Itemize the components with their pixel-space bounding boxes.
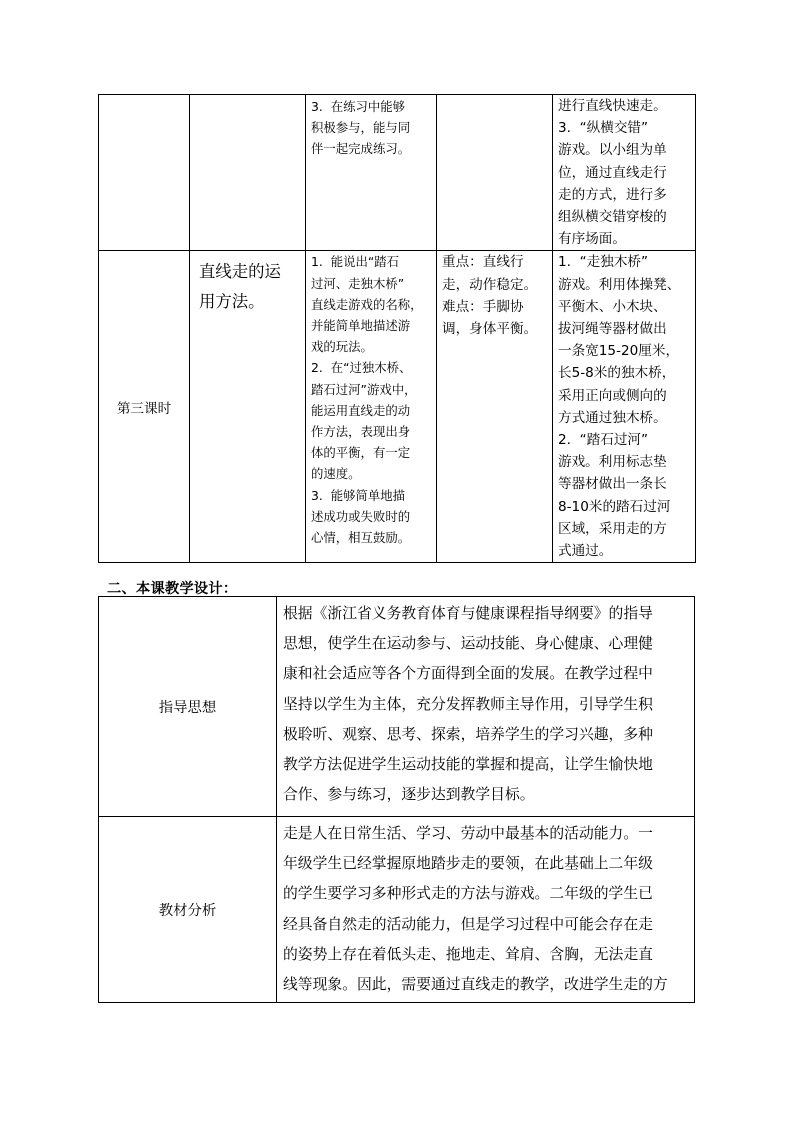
text-line: 重点：直线行 [442, 254, 524, 271]
text-line: 进行直线快速走。 [558, 98, 667, 114]
text-line: 8-10米的踏石过河 [558, 498, 671, 515]
text-line: 教学方法促进学生运动技能的掌握和提高，让学生愉快地 [283, 756, 653, 774]
text-line: 式通过。 [558, 543, 613, 560]
content-cell-empty [190, 95, 306, 251]
text-line: 的姿势上存在着低头走、拖地走、耸肩、含胸，无法走直 [283, 945, 653, 963]
text-line: 戏的玩法。 [311, 339, 373, 355]
text-line: 区域，采用走的方 [558, 520, 667, 537]
text-line: 一条宽15-20厘米， [558, 343, 680, 360]
text-line: 根据《浙江省义务教育体育与健康课程指导纲要》的指导 [283, 605, 653, 622]
text-line: 直线走的运 [199, 262, 281, 282]
lesson-label: 第三课时 [99, 251, 190, 563]
text-line: 等器材做出一条长 [558, 476, 667, 493]
text-line: 走是人在日常生活、学习、劳动中最基本的活动能力。一 [283, 825, 653, 842]
text-line: 采用正向或侧向的 [558, 387, 667, 404]
text-line: 线等现象。因此，需要通过直线走的教学，改进学生走的方 [283, 976, 668, 994]
text-line: 3. 在练习中能够 [311, 99, 406, 114]
row-label: 指导思想 [99, 597, 277, 817]
text-line: 并能简单地描述游 [311, 318, 411, 334]
content-cell [190, 251, 306, 563]
lesson-cell-empty [99, 95, 190, 251]
text-line: 体的平衡，有一定 [311, 445, 411, 461]
row-label: 教材分析 [99, 817, 277, 1003]
text-line: 平衡木、小木块、 [558, 298, 667, 315]
table-row-material-analysis [99, 817, 695, 1003]
keypoints-cell-empty [437, 95, 553, 251]
table-row-continuation [99, 95, 696, 251]
teaching-design-table [98, 596, 695, 1003]
text-line: 年级学生已经掌握原地踏步走的要领，在此基础上二年级 [283, 855, 653, 873]
methods-cell [553, 95, 696, 251]
section-heading: 二、本课教学设计： [107, 581, 238, 597]
text-line: 合作、参与练习，逐步达到教学目标。 [283, 786, 535, 804]
text-line: 用方法。 [199, 292, 265, 312]
text-line: 积极参与，能与同 [311, 120, 411, 136]
text-line: 游戏。利用体操凳、 [558, 276, 681, 293]
text-line: 踏石过河”游戏中， [311, 381, 417, 397]
row-content [277, 597, 695, 817]
text-line: 伴一起完成练习。 [311, 141, 411, 157]
text-line: 有序场面。 [558, 231, 626, 248]
text-line: 极聆听、观察、思考、探索，培养学生的学习兴趣，多种 [283, 725, 653, 743]
text-line: 的速度。 [311, 466, 361, 482]
text-line: 游戏。利用标志垫 [558, 454, 667, 471]
text-line: 1. “走独木桥” [558, 254, 649, 271]
text-line: 的学生要学习多种形式走的方法与游戏。二年级的学生已 [283, 885, 653, 903]
text-line: 述成功或失败时的 [311, 508, 411, 524]
objectives-cell [306, 251, 437, 563]
text-line: 经具备自然走的活动能力，但是学习过程中可能会存在走 [283, 915, 653, 933]
text-line: 3. “纵横交错” [558, 120, 649, 137]
text-line: 直线走游戏的名称， [311, 296, 423, 312]
text-line: 位，通过直线走行 [558, 164, 667, 181]
text-line: 过河、走独木桥” [311, 275, 405, 291]
text-line: 作方法，表现出身 [311, 424, 411, 440]
text-line: 组纵横交错穿梭的 [558, 209, 667, 226]
text-line: 1. 能说出“踏石 [311, 254, 400, 270]
table-row-lesson3 [99, 251, 696, 563]
text-line: 走的方式，进行多 [558, 186, 667, 203]
text-line: 拔河绳等器材做出 [558, 321, 667, 338]
text-line: 游戏。以小组为单 [558, 142, 667, 159]
text-line: 难点：手脚协 [442, 298, 524, 315]
text-line: 思想，使学生在运动参与、运动技能、身心健康、心理健 [283, 635, 653, 653]
objectives-cell [306, 95, 437, 251]
text-line: 心情，相互鼓励。 [311, 530, 411, 546]
methods-cell [553, 251, 696, 563]
text-line: 2. “踏石过河” [558, 432, 649, 449]
text-line: 调，身体平衡。 [442, 321, 538, 338]
text-line: 2. 在“过独木桥、 [311, 360, 412, 376]
text-line: 走，动作稳定。 [442, 276, 538, 293]
text-line: 康和社会适应等各个方面得到全面的发展。在教学过程中 [283, 665, 653, 683]
text-line: 能运用直线走的动 [311, 402, 411, 418]
text-line: 3. 能够简单地描 [311, 487, 406, 503]
row-content [277, 817, 695, 1003]
text-line: 方式通过独木桥。 [558, 409, 667, 426]
table-row-guiding-ideology [99, 597, 695, 817]
text-line: 长5-8米的独木桥， [558, 365, 676, 382]
lesson-plan-table [98, 94, 696, 563]
text-line: 坚持以学生为主体，充分发挥教师主导作用，引导学生积 [283, 695, 653, 713]
keypoints-cell [437, 251, 553, 563]
